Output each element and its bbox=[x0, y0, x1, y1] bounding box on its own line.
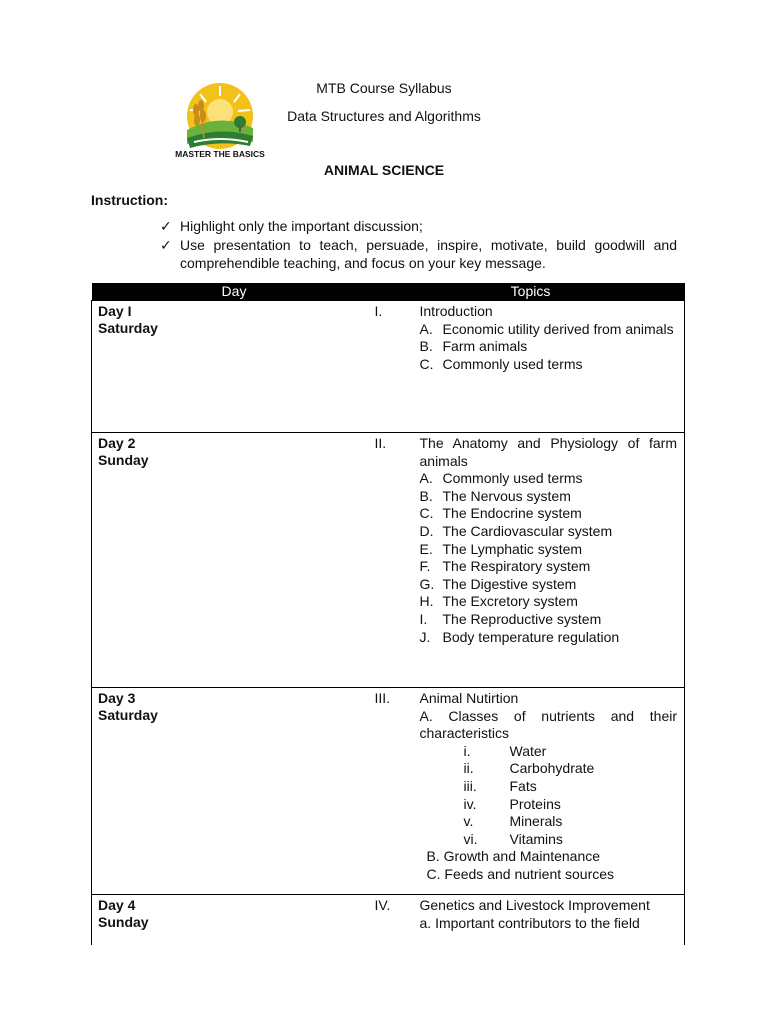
topic-cell bbox=[374, 433, 685, 688]
instruction-item: ✓ Highlight only the important discussion; bbox=[160, 218, 423, 234]
day-cell bbox=[92, 895, 377, 945]
roman-numeral: III. bbox=[374, 690, 391, 706]
day-label: Day 2 bbox=[98, 435, 136, 451]
sub-item: vi. Vitamins bbox=[463, 830, 563, 847]
topic-cell bbox=[374, 301, 685, 433]
roman-numeral: IV. bbox=[374, 897, 391, 913]
topic-title: Animal Nutirtion bbox=[419, 690, 519, 706]
list-item: B. The Nervous system bbox=[419, 487, 571, 504]
list-item: A. Economic utility derived from animals bbox=[419, 320, 674, 337]
sub-item: iii. Fats bbox=[463, 777, 537, 794]
list-item: C. Commonly used terms bbox=[419, 355, 583, 372]
weekday-label: Saturday bbox=[98, 320, 158, 336]
table-row bbox=[92, 688, 685, 895]
topic-title: Genetics and Livestock Improvement bbox=[419, 897, 650, 913]
day-label: Day 4 bbox=[98, 897, 136, 913]
list-item: A. Classes of nutrients and their characteristics bbox=[419, 707, 677, 742]
list-item: I. The Reproductive system bbox=[419, 610, 602, 627]
roman-numeral: I. bbox=[374, 303, 383, 319]
list-item: B. Growth and Maintenance bbox=[426, 848, 601, 865]
checkmark-icon: ✓ bbox=[160, 237, 172, 253]
list-item: G. The Digestive system bbox=[419, 575, 577, 592]
column-header-topics: Topics bbox=[377, 283, 685, 301]
list-item: H. The Excretory system bbox=[419, 593, 578, 610]
table-row bbox=[92, 301, 685, 433]
list-item: C. The Endocrine system bbox=[419, 505, 582, 522]
list-item: a. Important contributors to the field bbox=[419, 914, 640, 931]
list-item: D. The Cardiovascular system bbox=[419, 522, 613, 539]
instruction-list bbox=[160, 217, 677, 273]
topic-title: Introduction bbox=[419, 303, 493, 319]
instruction-label: Instruction: bbox=[91, 192, 168, 208]
day-label: Day I bbox=[98, 303, 132, 319]
table-row bbox=[92, 433, 685, 688]
roman-numeral: II. bbox=[374, 435, 387, 451]
list-item: F. The Respiratory system bbox=[419, 558, 591, 575]
instruction-item: ✓ Use presentation to teach, persuade, inspire, motivate, build goodwill and comprehendible teaching, and focus on your key message. bbox=[160, 237, 677, 271]
syllabus-line: MTB Course Syllabus bbox=[316, 80, 452, 96]
logo-text: MASTER THE BASICS bbox=[175, 149, 265, 159]
list-item: B. Farm animals bbox=[419, 338, 528, 355]
day-label: Day 3 bbox=[98, 690, 136, 706]
table-row bbox=[92, 895, 685, 945]
page-title: ANIMAL SCIENCE bbox=[323, 162, 445, 178]
list-item: C. Feeds and nutrient sources bbox=[426, 865, 615, 882]
weekday-label: Sunday bbox=[98, 914, 149, 930]
column-header-day: Day bbox=[92, 283, 377, 301]
course-name: Data Structures and Algorithms bbox=[287, 108, 481, 124]
sub-item: ii. Carbohydrate bbox=[463, 760, 595, 777]
sub-item: v. Minerals bbox=[463, 813, 563, 830]
day-cell bbox=[92, 688, 377, 895]
topic-cell bbox=[374, 895, 685, 945]
schedule-table bbox=[91, 283, 685, 945]
list-item: E. The Lymphatic system bbox=[419, 540, 583, 557]
sub-item: i. Water bbox=[463, 742, 547, 759]
day-cell bbox=[92, 301, 377, 433]
weekday-label: Saturday bbox=[98, 707, 158, 723]
checkmark-icon: ✓ bbox=[160, 218, 172, 234]
sub-item: iv. Proteins bbox=[463, 795, 561, 812]
topic-title: The Anatomy and Physiology of farm animals bbox=[419, 435, 677, 469]
weekday-label: Sunday bbox=[98, 452, 149, 468]
list-item: J. Body temperature regulation bbox=[419, 628, 620, 645]
day-cell bbox=[92, 433, 377, 688]
list-item: A. Commonly used terms bbox=[419, 470, 583, 487]
table-header-row bbox=[92, 283, 685, 301]
topic-cell bbox=[374, 688, 685, 895]
